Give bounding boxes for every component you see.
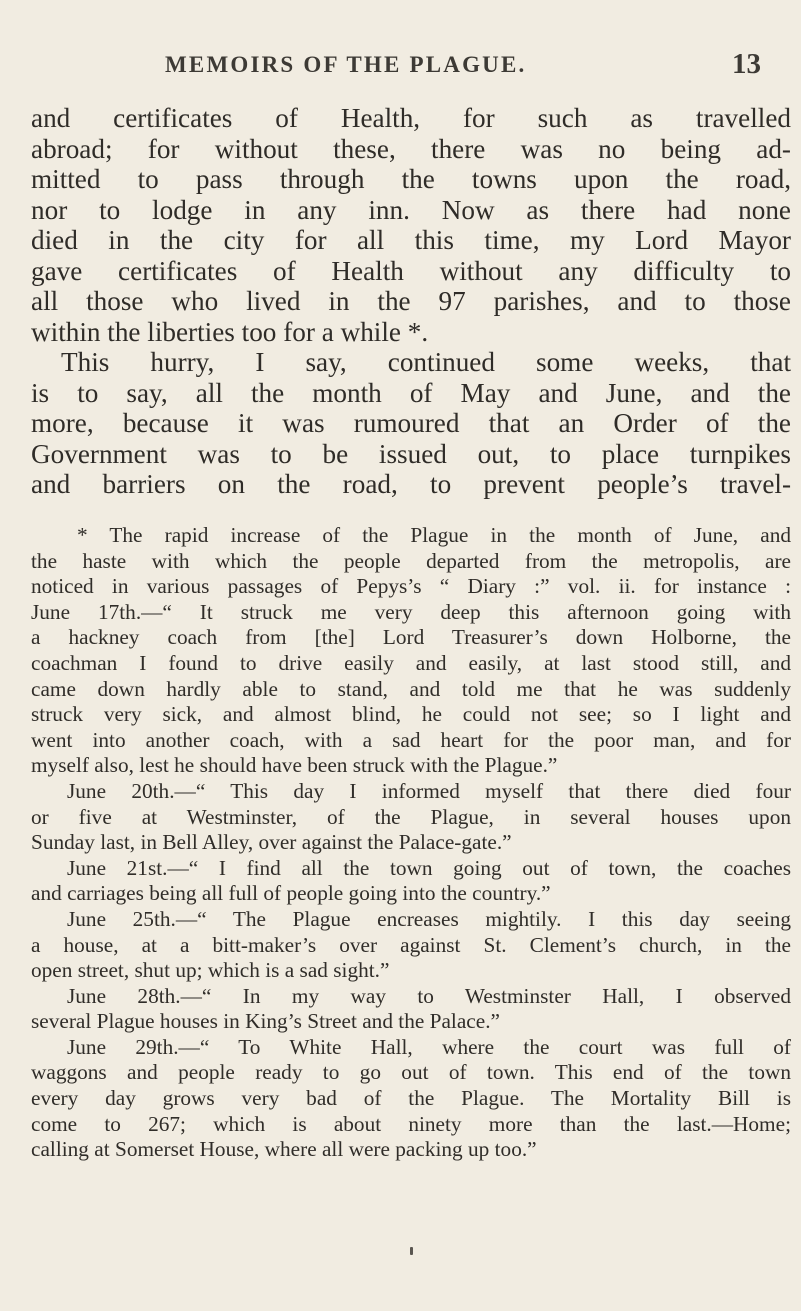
footnote-line: noticed in various passages of Pepys’s “ Diary :” vol. ii. for instance : xyxy=(31,574,791,599)
text-line: within the liberties too for a while *. xyxy=(31,316,429,347)
running-title: MEMOIRS OF THE PLAGUE. xyxy=(165,52,527,77)
footnote-line: waggons and people ready to go out of town. This end of the town xyxy=(31,1060,791,1085)
footnote-line: June 29th.—“ To White Hall, where the court was full of xyxy=(67,1034,791,1059)
text-line: is to say, all the month of May and June, and the xyxy=(31,377,791,408)
text-line: and certificates of Health, for such as travelled xyxy=(31,103,791,133)
text-line: abroad; for without these, there was no being ad- xyxy=(31,133,791,164)
footnote xyxy=(31,523,791,1163)
footnote-line: a hackney coach from [the] Lord Treasurer’s down Holborne, the xyxy=(31,625,791,650)
text-line: more, because it was rumoured that an Order of the xyxy=(31,408,791,438)
footnote-line: June 25th.—“ The Plague encreases mightily. I this day seeing xyxy=(67,906,791,931)
text-line: Government was to be issued out, to place turnpikes xyxy=(31,438,791,469)
footnote-line: came down hardly able to stand, and told me that he was suddenly xyxy=(31,676,791,701)
footnote-line: June 21st.—“ I find all the town going out of town, the coaches xyxy=(67,855,791,880)
footnote-line: every day grows very bad of the Plague. The Mortality Bill is xyxy=(31,1086,791,1111)
footnote-line: come to 267; which is about ninety more than the last.—Home; xyxy=(31,1111,791,1136)
footnote-line: * The rapid increase of the Plague in the month of June, and xyxy=(77,523,791,547)
text-line: mitted to pass through the towns upon the road, xyxy=(31,164,791,194)
main-text xyxy=(31,103,791,500)
footnote-line: went into another coach, with a sad heart for the poor man, and for xyxy=(31,727,791,752)
footnote-line: June 28th.—“ In my way to Westminster Hall, I observed xyxy=(67,983,791,1008)
text-line: This hurry, I say, continued some weeks, that xyxy=(61,347,791,377)
footnote-line: calling at Somerset House, where all were packing up too.” xyxy=(31,1137,537,1162)
footnote-line: a house, at a bitt-maker’s over against St. Clement’s church, in the xyxy=(31,932,791,957)
footnote-line: the haste with which the people departed from the metropolis, are xyxy=(31,548,791,573)
footnote-line: Sunday last, in Bell Alley, over against the Palace-gate.” xyxy=(31,830,512,855)
text-line: died in the city for all this time, my Lord Mayor xyxy=(31,225,791,255)
text-line: nor to lodge in any inn. Now as there had none xyxy=(31,194,791,225)
footnote-line: June 17th.—“ It struck me very deep this afternoon going with xyxy=(31,599,791,624)
footnote-line: myself also, lest he should have been struck with the Plague.” xyxy=(31,753,558,778)
text-line: all those who lived in the 97 parishes, and to those xyxy=(31,286,791,316)
footnote-line: and carriages being all full of people going into the country.” xyxy=(31,881,551,906)
page-header xyxy=(0,44,801,92)
footnote-line: several Plague houses in King’s Street and the Palace.” xyxy=(31,1009,500,1034)
footnote-line: open street, shut up; which is a sad sight.” xyxy=(31,958,390,983)
text-line: and barriers on the road, to prevent people’s travel- xyxy=(31,469,791,499)
footnote-line: coachman I found to drive easily and easily, at last stood still, and xyxy=(31,650,791,675)
footnote-line: June 20th.—“ This day I informed myself that there died four xyxy=(67,778,791,803)
ink-speck xyxy=(410,1247,413,1255)
footnote-line: struck very sick, and almost blind, he could not see; so I light and xyxy=(31,702,791,727)
footnote-line: or five at Westminster, of the Plague, in several houses upon xyxy=(31,804,791,829)
page-number: 13 xyxy=(732,48,761,80)
text-line: gave certificates of Health without any difficulty to xyxy=(31,255,791,286)
